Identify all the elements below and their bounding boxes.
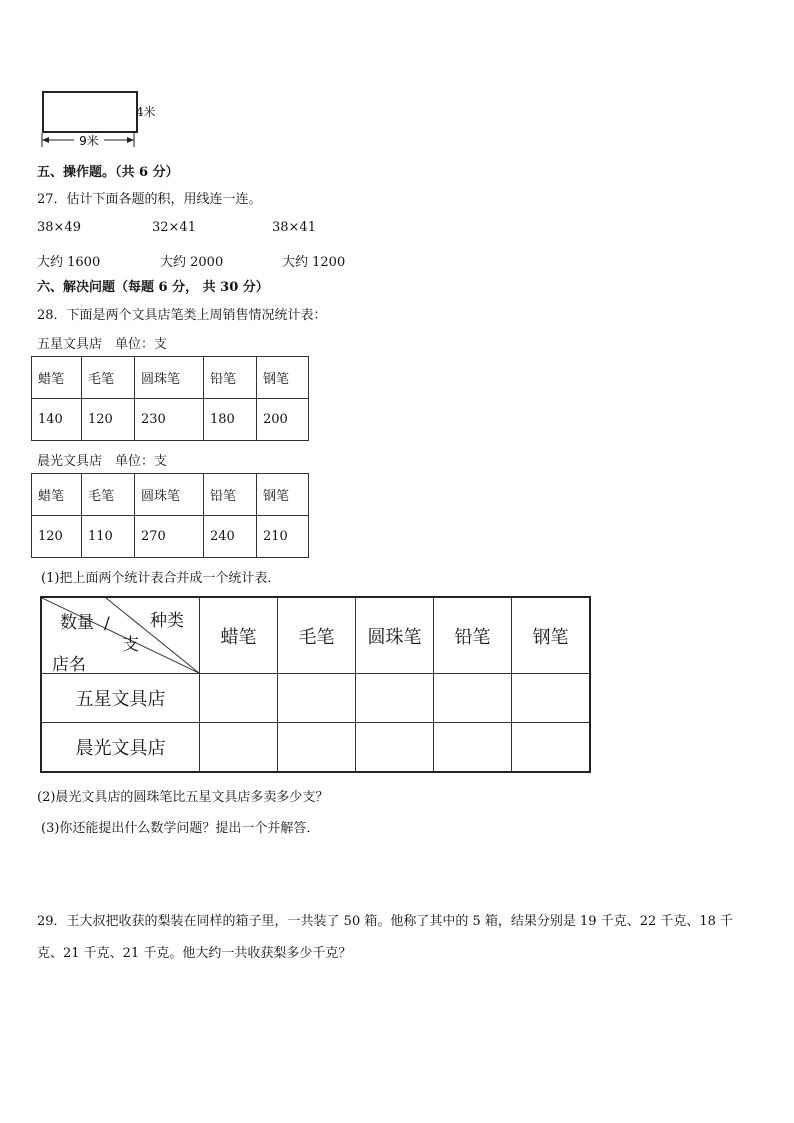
table-row xyxy=(41,674,590,723)
corner-slash: / xyxy=(104,614,110,634)
corner-quantity-label: 数量 xyxy=(60,613,94,633)
table-cell xyxy=(512,723,591,773)
q27-estimate-1: 大约 1600 xyxy=(37,255,101,270)
store2-caption: 晨光文具店 单位：支 xyxy=(37,454,168,469)
q27-text: 27．估计下面各题的积，用线连一连。 xyxy=(37,192,262,207)
store1-caption: 五星文具店 单位：支 xyxy=(37,337,168,352)
table-cell: 110 xyxy=(82,516,135,558)
table-cell: 230 xyxy=(135,399,204,441)
table-cell: 120 xyxy=(32,516,82,558)
table-header-cell: 钢笔 xyxy=(512,597,591,674)
table-header-cell: 钢笔 xyxy=(257,474,309,516)
q27-estimate-2: 大约 2000 xyxy=(160,255,224,270)
table-cell: 140 xyxy=(32,399,82,441)
q29-line1: 29．王大叔把收获的梨装在同样的箱子里，一共装了 50 箱。他称了其中的 5 箱，结果分别是 19 千克、22 千克、18 千 xyxy=(37,914,734,929)
q27-estimate-3: 大约 1200 xyxy=(282,255,346,270)
table-header-cell: 圆珠笔 xyxy=(135,474,204,516)
table-row xyxy=(32,516,309,558)
row-label-cell: 五星文具店 xyxy=(41,674,200,723)
table-cell xyxy=(278,674,356,723)
rectangle-figure xyxy=(40,89,160,149)
table-cell xyxy=(356,674,434,723)
table-header-cell: 铅笔 xyxy=(204,474,257,516)
table-cell: 180 xyxy=(204,399,257,441)
corner-store-label: 店名 xyxy=(52,655,86,675)
table-cell xyxy=(200,723,278,773)
corner-kind-label: 种类 xyxy=(150,611,184,631)
table-header-cell: 圆珠笔 xyxy=(135,357,204,399)
section5-heading: 五、操作题。（共 6 分） xyxy=(37,165,179,180)
table-header-cell: 蜡笔 xyxy=(200,597,278,674)
table-cell xyxy=(200,674,278,723)
table-cell: 210 xyxy=(257,516,309,558)
width-label: 9米 xyxy=(79,134,99,147)
table-cell: 270 xyxy=(135,516,204,558)
table-row xyxy=(32,474,309,516)
table-cell xyxy=(434,723,512,773)
q27-expression-1: 38×49 xyxy=(37,220,81,235)
table-header-cell: 铅笔 xyxy=(204,357,257,399)
table-header-cell: 毛笔 xyxy=(82,357,135,399)
q27-expression-2: 32×41 xyxy=(152,220,196,235)
table-header-cell: 毛笔 xyxy=(82,474,135,516)
merged-table xyxy=(40,596,591,773)
store1-table xyxy=(31,356,309,441)
table-header-cell: 毛笔 xyxy=(278,597,356,674)
table-cell xyxy=(356,723,434,773)
q28-part1: (1)把上面两个统计表合并成一个统计表． xyxy=(41,571,281,586)
table-row xyxy=(32,399,309,441)
table-header-cell: 圆珠笔 xyxy=(356,597,434,674)
table-cell xyxy=(434,674,512,723)
table-header-cell: 钢笔 xyxy=(257,357,309,399)
row-label-cell: 晨光文具店 xyxy=(41,723,200,773)
section6-heading: 六、解决问题（每题 6 分， 共 30 分） xyxy=(37,280,269,295)
q28-part2: (2)晨光文具店的圆珠笔比五星文具店多卖多少支？ xyxy=(37,790,329,805)
q28-text: 28．下面是两个文具店笔类上周销售情况统计表： xyxy=(37,308,327,323)
table-cell: 200 xyxy=(257,399,309,441)
rectangle-shape xyxy=(42,91,138,133)
width-dimension-line xyxy=(40,133,136,147)
height-label: 4米 xyxy=(136,105,156,119)
table-header-cell: 蜡笔 xyxy=(32,474,82,516)
corner-header-cell xyxy=(41,597,200,674)
store2-table xyxy=(31,473,309,558)
table-cell xyxy=(512,674,591,723)
table-cell: 120 xyxy=(82,399,135,441)
table-row xyxy=(32,357,309,399)
q28-part3: (3)你还能提出什么数学问题？提出一个并解答． xyxy=(41,821,320,836)
q27-expression-3: 38×41 xyxy=(272,220,316,235)
q29-line2: 克、21 千克、21 千克。他大约一共收获梨多少千克？ xyxy=(37,946,352,961)
table-row xyxy=(41,597,590,674)
table-cell: 240 xyxy=(204,516,257,558)
corner-unit-label: 支 xyxy=(122,635,139,655)
table-cell xyxy=(278,723,356,773)
table-header-cell: 蜡笔 xyxy=(32,357,82,399)
table-header-cell: 铅笔 xyxy=(434,597,512,674)
table-row xyxy=(41,723,590,773)
